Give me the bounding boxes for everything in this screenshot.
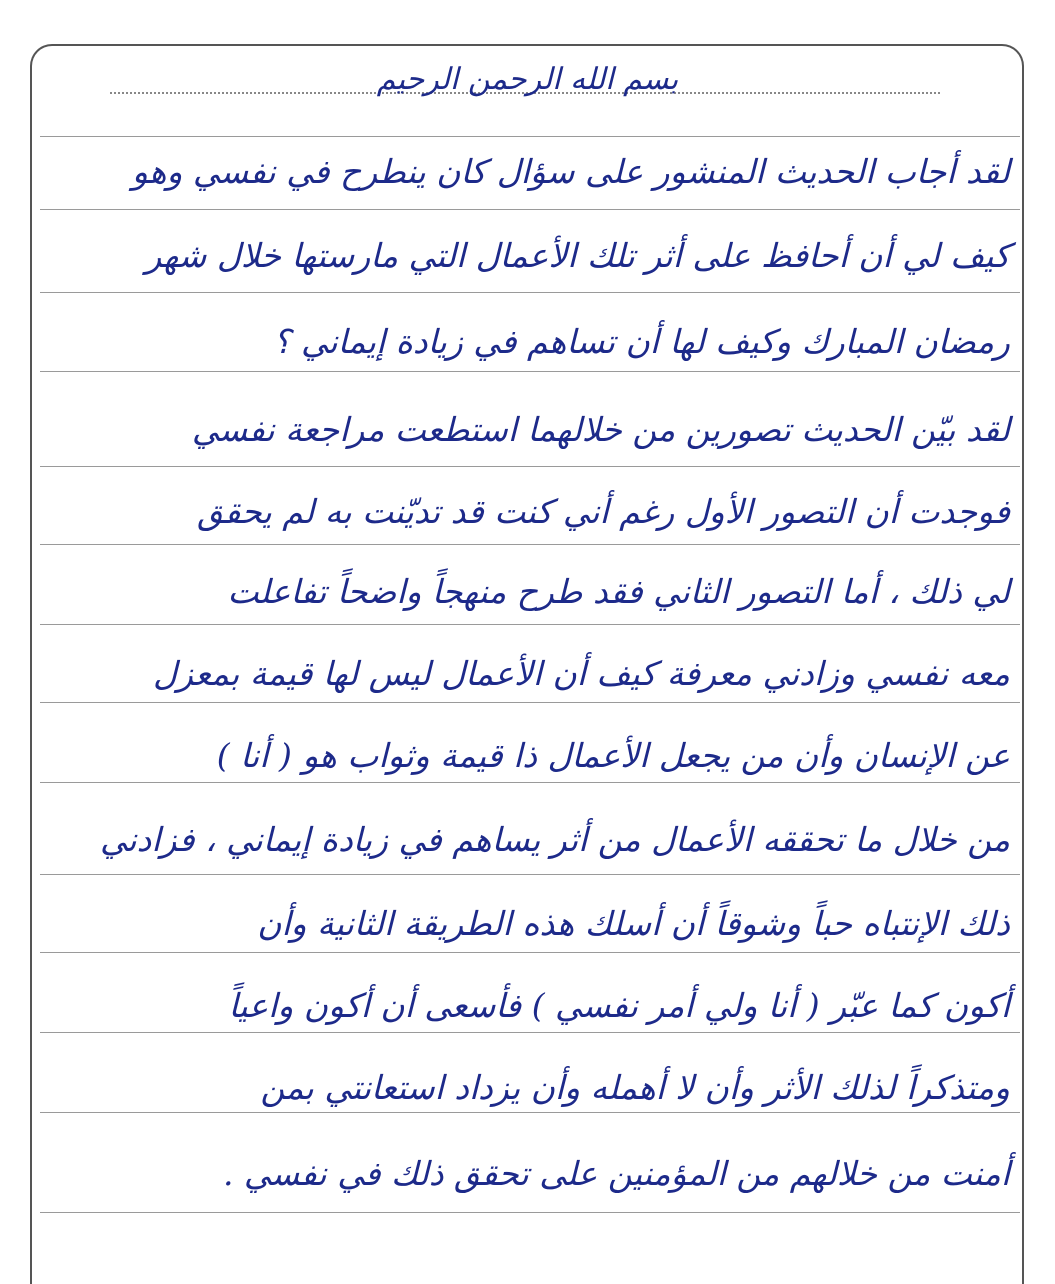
- ruled-line: [40, 371, 1020, 372]
- ruled-line: [40, 874, 1020, 875]
- text-line: لقد بيّن الحديث تصورين من خلالهما استطعت مراجعة نفسي: [191, 410, 1010, 449]
- text-line: فوجدت أن التصور الأول رغم أني كنت قد تديّنت به لم يحقق: [197, 492, 1010, 531]
- ruled-line: [40, 624, 1020, 625]
- text-line: رمضان المبارك وكيف لها أن تساهم في زيادة إيماني ؟: [272, 322, 1010, 361]
- text-line: عن الإنسان وأن من يجعل الأعمال ذا قيمة وثواب هو ( أنا ): [216, 736, 1010, 775]
- text-line: ومتذكراً لذلك الأثر وأن لا أهمله وأن يزداد استعانتي بمن: [260, 1068, 1010, 1107]
- ruled-line: [40, 1032, 1020, 1033]
- ruled-line: [40, 1112, 1020, 1113]
- ruled-line: [40, 1212, 1020, 1213]
- text-line: معه نفسي وزادني معرفة كيف أن الأعمال ليس لها قيمة بمعزل: [152, 654, 1010, 693]
- text-line: لي ذلك ، أما التصور الثاني فقد طرح منهجاً واضحاً تفاعلت: [227, 572, 1010, 611]
- ruled-line: [40, 544, 1020, 545]
- text-line: ذلك الإنتباه حباً وشوقاً أن أسلك هذه الطريقة الثانية وأن: [257, 904, 1010, 943]
- page-title: بسم الله الرحمن الرحيم: [376, 62, 679, 97]
- text-line: أمنت من خلالهم من المؤمنين على تحقق ذلك في نفسي .: [222, 1154, 1010, 1193]
- ruled-line: [40, 292, 1020, 293]
- ruled-line: [40, 136, 1020, 137]
- ruled-line: [40, 952, 1020, 953]
- ruled-line: [40, 466, 1020, 467]
- ruled-line: [40, 782, 1020, 783]
- ruled-line: [40, 702, 1020, 703]
- text-line: من خلال ما تحققه الأعمال من أثر يساهم في زيادة إيماني ، فزادني: [99, 820, 1010, 859]
- text-line: لقد أجاب الحديث المنشور على سؤال كان ينطرح في نفسي وهو: [132, 152, 1010, 191]
- text-line: كيف لي أن أحافظ على أثر تلك الأعمال التي مارستها خلال شهر: [145, 236, 1010, 275]
- text-line: أكون كما عبّر ( أنا ولي أمر نفسي ) فأسعى أن أكون واعياً: [228, 986, 1010, 1025]
- ruled-line: [40, 209, 1020, 210]
